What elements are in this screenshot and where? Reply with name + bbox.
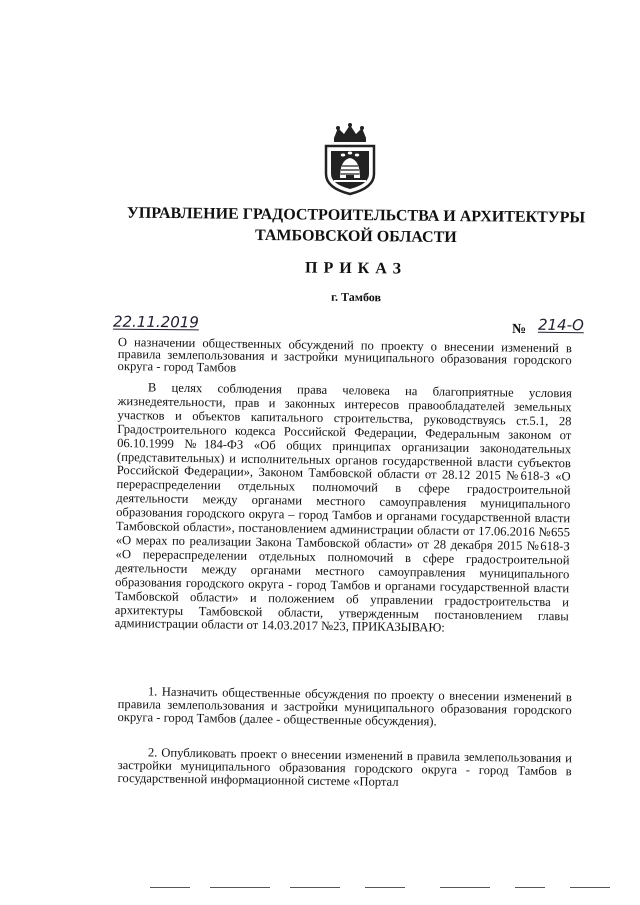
preamble-paragraph: В целях соблюдения права человека на благоприятные условия жизнедеятельности, прав и законных интересов правообладателей земельных участков и объектов капитального строительства, руководствуясь ст.5.1, 28 Градостроительного кодекса Российской Федерации, Федеральным законом от 06.10.1999 №184-ФЗ «Об общих принципах организации законодательных (представительных) и исполнительных органов государственной власти субъектов Российской Федерации», Законом Тамбовской области от 28.12 2015 №618-З «О перераспределении отдельных полномочий в сфере градостроительной деятельности между органами местного самоуправления муниципального образования городского округа – город Тамбов и органами государственной власти Тамбовской области», постановлением администрации области от 17.06.2016 №655 «О мерах по реализации Закона Тамбовской области» от 28 декабря 2015 №618-З «О перераспределении отдельных полномочий в сфере градостроительной деятельности между органами местного самоуправления муниципального образования городского округа - город Тамбов и органами государственной власти Тамбовской области» и положением об управлении градостроительства и архитектуры Тамбовской области, утвержденным постановлением главы администрации области от 14.03.2017 №23, ПРИКАЗЫВАЮ:: [114, 380, 572, 635]
document-number-label: №: [512, 322, 527, 337]
organization-name: УПРАВЛЕНИЕ ГРАДОСТРОИТЕЛЬСТВА И АРХИТЕКТУРЫ ТАМБОВСКОЙ ОБЛАСТИ: [127, 204, 586, 247]
scan-edge-marks: [150, 887, 620, 889]
clause-1-paragraph: 1. Назначить общественные обсуждения по проекту о внесении изменений в правила землепользования и застройки муниципального образования городского округа - город Тамбов (далее - общественные обсуждения).: [117, 684, 572, 729]
issue-city: г. Тамбов: [330, 289, 382, 305]
clause-2-paragraph: 2. Опубликовать проект о внесении изменений в правила землепользования и застройки муниципального образования городского округа - город Тамбов в государственной информационной системе «Портал: [117, 745, 572, 789]
order-subject: О назначении общественных обсуждений по проекту о внесении изменений в правила землепользования и застройки муниципального образования городского округа - город Тамбов: [117, 335, 572, 375]
handwritten-date: 22.11.2019: [112, 312, 199, 332]
tambov-coat-of-arms-icon: [322, 122, 378, 196]
document-type-title: ПРИКАЗ: [304, 259, 408, 278]
handwritten-document-number: 214-О: [537, 315, 584, 335]
